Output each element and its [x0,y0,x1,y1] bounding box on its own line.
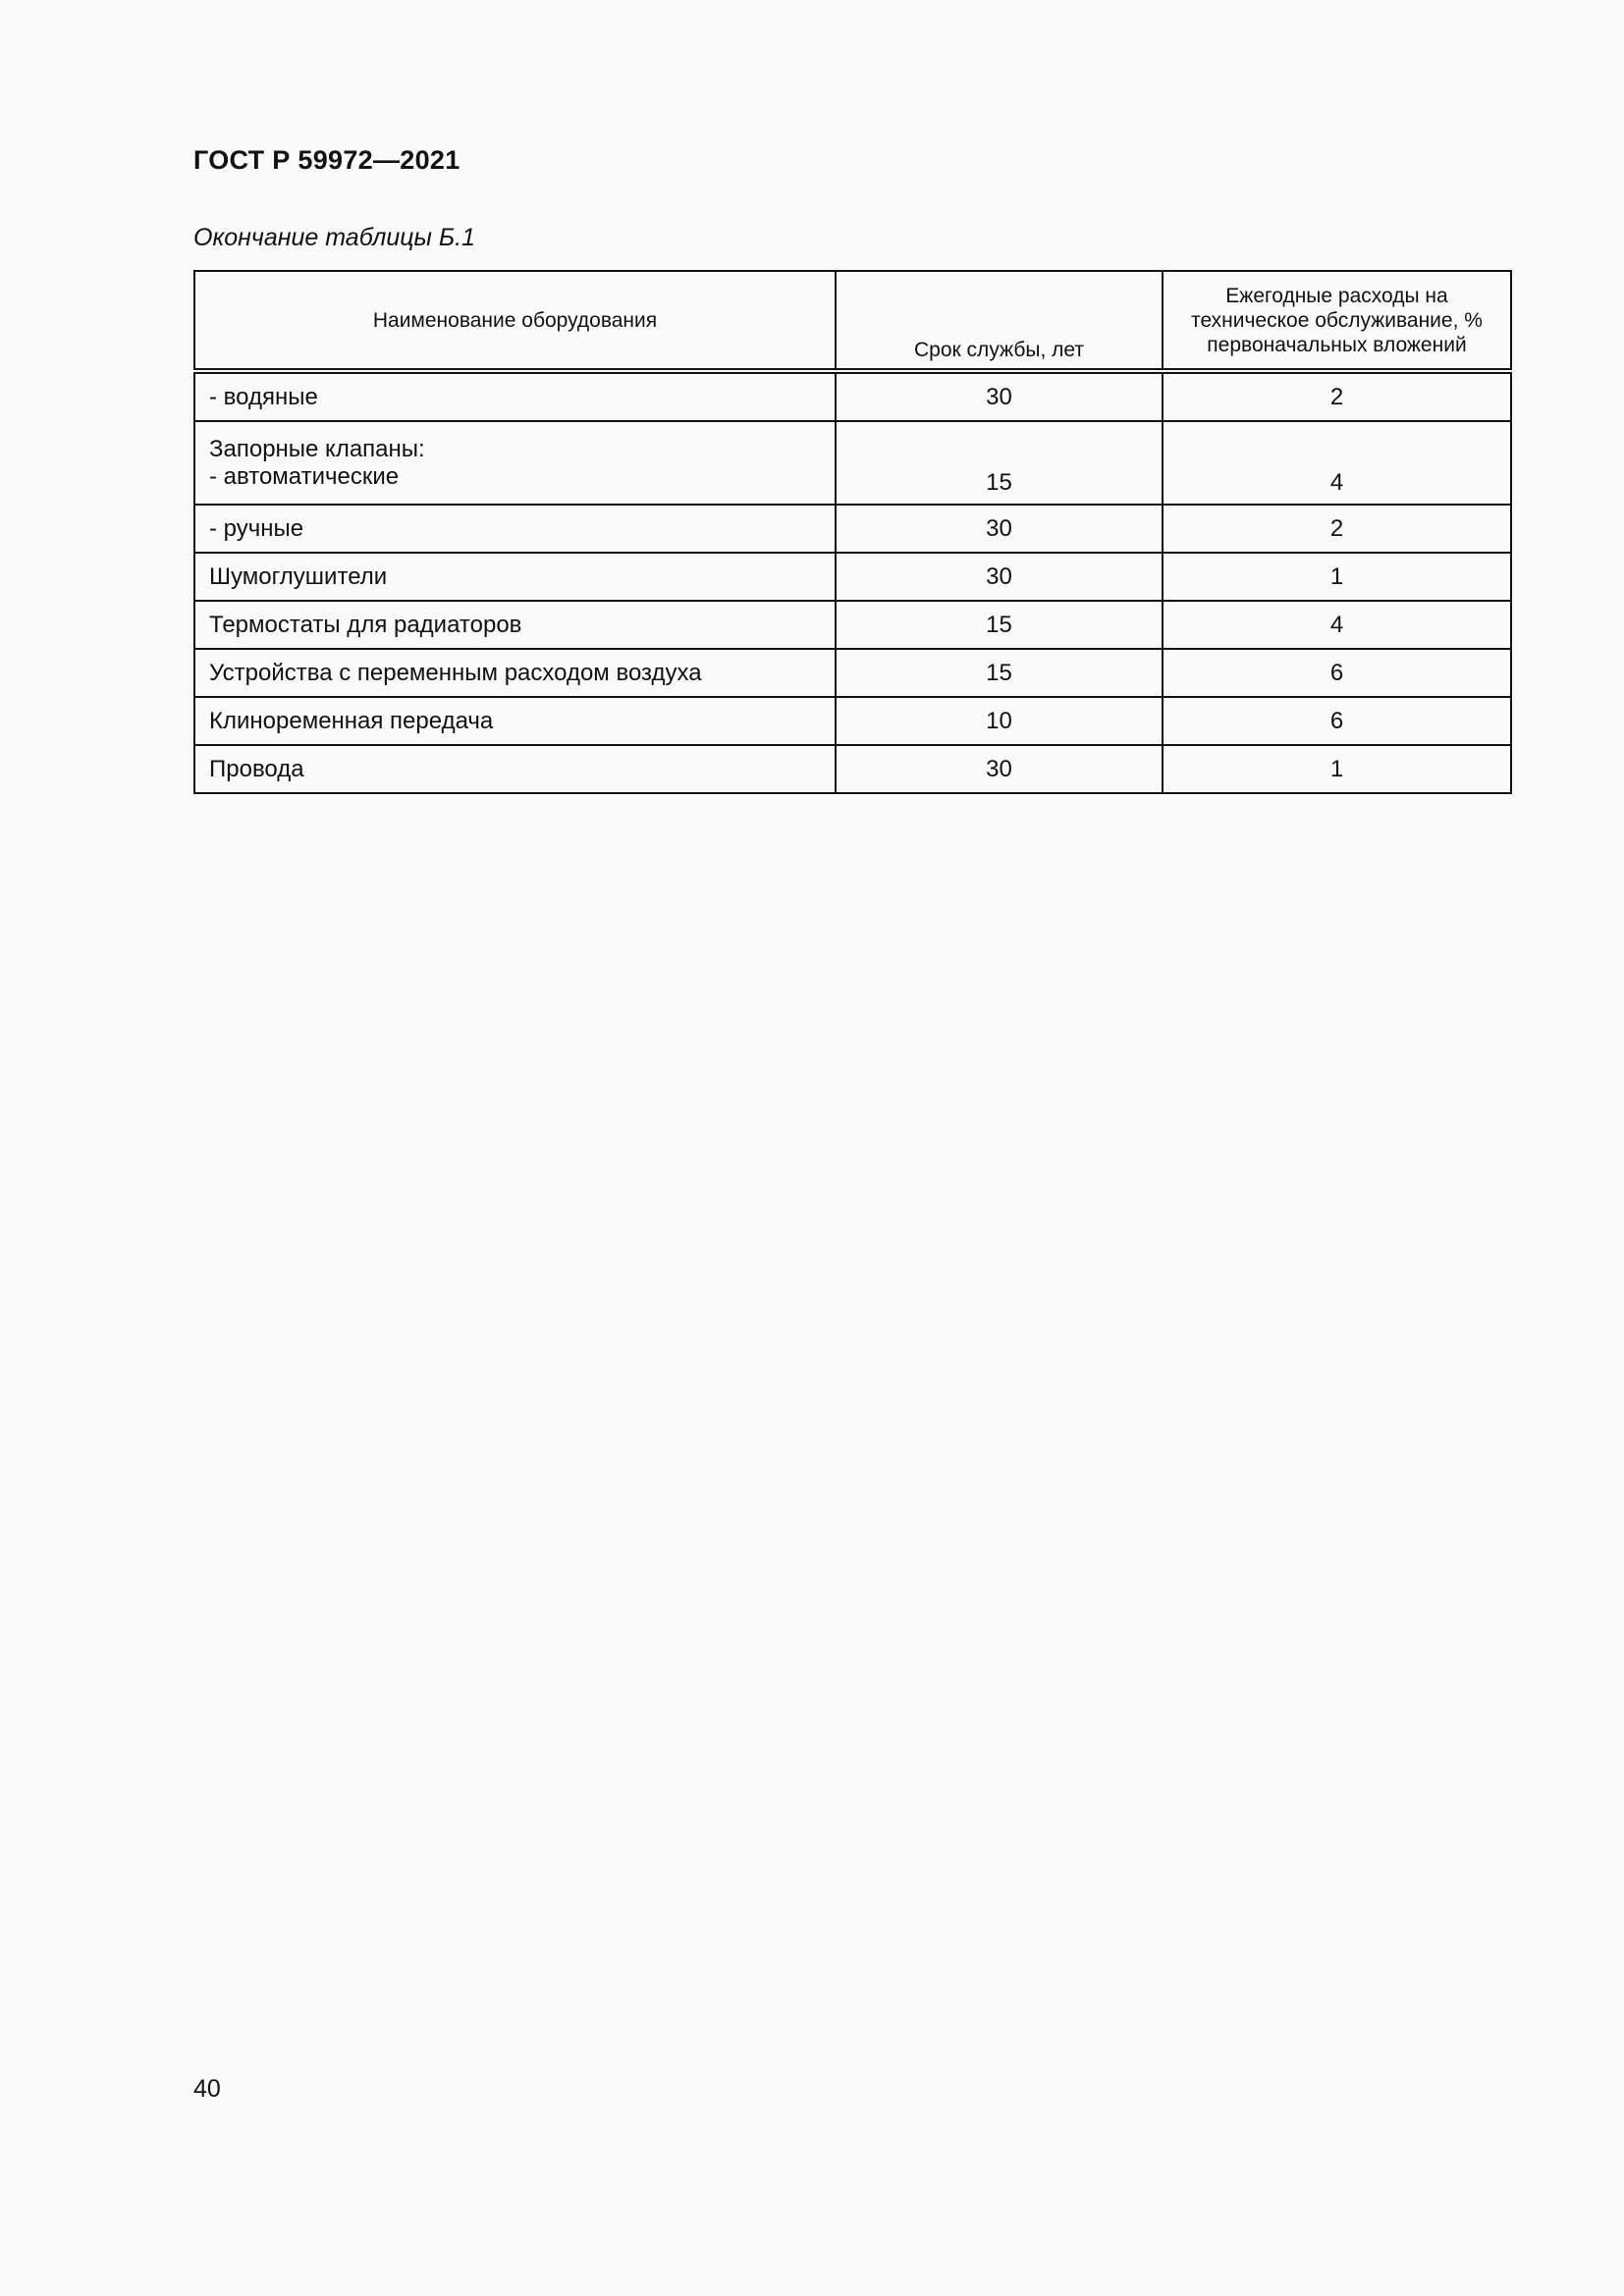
table-row [194,553,1511,601]
equipment-name-cell [194,421,836,505]
equipment-subitem-label: - автоматические [209,462,400,490]
table-row [194,371,1511,421]
service-life-cell: 15 [836,601,1163,649]
equipment-name-cell: Устройства с переменным расходом воздуха [194,649,836,697]
table-row [194,421,1511,505]
annual-cost-cell: 1 [1163,745,1511,793]
equipment-table [193,270,1512,794]
service-life-cell: 30 [836,745,1163,793]
service-life-cell: 10 [836,697,1163,745]
annual-cost-cell: 2 [1163,371,1511,421]
annual-cost-cell: 4 [1163,421,1511,505]
equipment-name-cell: - ручные [194,505,836,553]
annual-cost-cell: 6 [1163,697,1511,745]
document-code: ГОСТ Р 59972—2021 [193,145,460,175]
column-header-service-life: Срок службы, лет [836,271,1163,371]
service-life-cell: 30 [836,505,1163,553]
column-header-annual-cost: Ежегодные расходы на техническое обслуживание, % первоначальных вложений [1163,271,1511,371]
table-header-row [194,271,1511,371]
equipment-name-cell: Шумоглушители [194,553,836,601]
table-row [194,697,1511,745]
table-row [194,601,1511,649]
annual-cost-cell: 6 [1163,649,1511,697]
annual-cost-cell: 2 [1163,505,1511,553]
equipment-group-label: Запорные клапаны: [209,435,425,462]
service-life-cell: 15 [836,421,1163,505]
equipment-name-cell: Клиноременная передача [194,697,836,745]
table-row [194,745,1511,793]
equipment-name-cell: Провода [194,745,836,793]
annual-cost-cell: 1 [1163,553,1511,601]
annual-cost-cell: 4 [1163,601,1511,649]
service-life-cell: 15 [836,649,1163,697]
table-row [194,649,1511,697]
column-header-equipment-name: Наименование оборудования [194,271,836,371]
table-row [194,505,1511,553]
equipment-name-cell: Термостаты для радиаторов [194,601,836,649]
service-life-cell: 30 [836,553,1163,601]
equipment-name-cell: - водяные [194,371,836,421]
service-life-cell: 30 [836,371,1163,421]
table-caption: Окончание таблицы Б.1 [193,224,475,251]
page-number: 40 [193,2075,221,2103]
